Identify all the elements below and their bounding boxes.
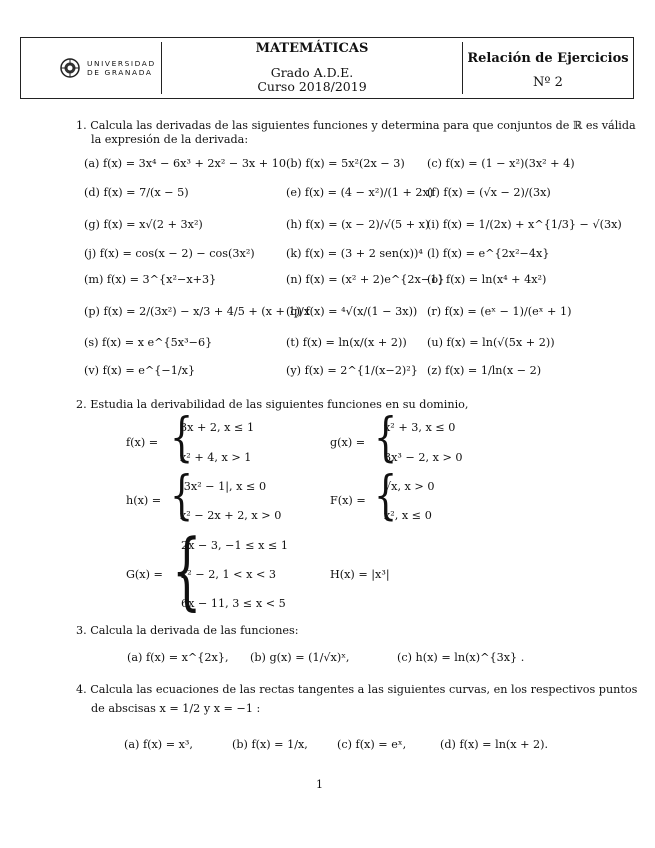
header-box [20, 37, 634, 99]
exercise-1s: (s) f(x) = x e^{5x³−6} [84, 336, 213, 349]
granada-crest-icon [59, 57, 81, 79]
piecewise-g-case2: 3x³ − 2, x > 0 [384, 451, 463, 464]
function-H: H(x) = |x³| [330, 568, 390, 581]
exercise-3b: (b) g(x) = (1/√x)ˣ, [250, 651, 350, 664]
exercise-3c: (c) h(x) = ln(x)^{3x} . [397, 651, 525, 664]
exercise-1y: (y) f(x) = 2^{1/(x−2)²} [286, 364, 418, 377]
exercise-4a: (a) f(x) = x³, [124, 738, 193, 751]
exercise-1i: (i) f(x) = 1/(2x) + x^{1/3} − √(3x) [427, 218, 622, 231]
university-name-line2: DE GRANADA [87, 68, 153, 77]
exercise-1d: (d) f(x) = 7/(x − 5) [84, 186, 189, 199]
piecewise-f-case1: 3x + 2, x ≤ 1 [180, 421, 255, 434]
piecewise-g-brace: { [373, 408, 398, 468]
exercise-1b: (b) f(x) = 5x²(2x − 3) [286, 157, 405, 170]
exercise-1c: (c) f(x) = (1 − x²)(3x² + 4) [427, 157, 575, 170]
piecewise-h-name: h(x) = [126, 494, 162, 507]
exercise-1j: (j) f(x) = cos(x − 2) − cos(3x²) [84, 247, 255, 260]
problem-1-statement: 1. Calcula las derivadas de las siguientes funciones y determina para que conjuntos de ℝ es válida [76, 119, 636, 132]
exercise-1f: (f) f(x) = (√x − 2)/(3x) [427, 186, 551, 199]
university-name-line1: UNIVERSIDAD [87, 59, 156, 68]
piecewise-h-brace: { [169, 466, 194, 526]
subject-title: MATEMÁTICAS [255, 41, 369, 56]
problem-4-statement-cont: de abscisas x = 1/2 y x = −1 : [91, 702, 261, 715]
exercise-1p: (p) f(x) = 2/(3x²) − x/3 + 4/5 + (x + 1)/x [84, 305, 311, 318]
exercise-1m: (m) f(x) = 3^{x²−x+3} [84, 273, 217, 286]
exercise-1n: (n) f(x) = (x² + 2)e^{2x−1} [286, 273, 445, 286]
problem-1-statement-cont: la expresión de la derivada: [91, 133, 249, 146]
degree-label: Grado A.D.E. [270, 65, 354, 80]
piecewise-G-brace: { [172, 521, 202, 619]
exercise-1k: (k) f(x) = (3 + 2 sen(x))⁴ [286, 247, 423, 260]
exercise-1t: (t) f(x) = ln(x/(x + 2)) [286, 336, 407, 349]
piecewise-G-case3: 6x − 11, 3 ≤ x < 5 [181, 597, 286, 610]
exercise-1o: (o) f(x) = ln(x⁴ + 4x²) [427, 273, 547, 286]
piecewise-g-name: g(x) = [330, 436, 366, 449]
piecewise-G-case1: 2x − 3, −1 ≤ x ≤ 1 [181, 539, 289, 552]
piecewise-f-brace: { [169, 408, 194, 468]
exercise-1g: (g) f(x) = x√(2 + 3x²) [84, 218, 203, 231]
piecewise-G-case2: x² − 2, 1 < x < 3 [181, 568, 277, 581]
exercise-1r: (r) f(x) = (eˣ − 1)/(eˣ + 1) [427, 305, 572, 318]
piecewise-F-brace: { [373, 466, 398, 526]
exercise-1l: (l) f(x) = e^{2x²−4x} [427, 247, 550, 260]
problem-3-statement: 3. Calcula la derivada de las funciones: [76, 624, 299, 637]
piecewise-f-name: f(x) = [126, 436, 159, 449]
piecewise-h-case2: x² − 2x + 2, x > 0 [180, 509, 282, 522]
problem-4-statement: 4. Calcula las ecuaciones de las rectas tangentes a las siguientes curvas, en los respectivos puntos [76, 683, 638, 696]
piecewise-g-case1: x² + 3, x ≤ 0 [384, 421, 456, 434]
exercise-1u: (u) f(x) = ln(√(5x + 2)) [427, 336, 555, 349]
header-right [463, 38, 633, 98]
piecewise-f-case2: x² + 4, x > 1 [180, 451, 252, 464]
exercise-1a: (a) f(x) = 3x⁴ − 6x³ + 2x² − 3x + 10 [84, 157, 286, 170]
exercise-1v: (v) f(x) = e^{−1/x} [84, 364, 196, 377]
exercise-1q: (q) f(x) = ⁴√(x/(1 − 3x)) [286, 305, 418, 318]
sheet-number: Nº 2 [533, 75, 563, 90]
exercise-1e: (e) f(x) = (4 − x²)/(1 + 2x) [286, 186, 434, 199]
page-number: 1 [316, 778, 323, 791]
problem-2-statement: 2. Estudia la derivabilidad de las siguientes funciones en su dominio, [76, 398, 469, 411]
exercise-4c: (c) f(x) = eˣ, [337, 738, 407, 751]
piecewise-F-case1: √x, x > 0 [384, 480, 435, 493]
piecewise-h-case1: |3x² − 1|, x ≤ 0 [180, 480, 267, 493]
piecewise-F-name: F(x) = [330, 494, 366, 507]
course-label: Curso 2018/2019 [257, 79, 367, 94]
sheet-title: Relación de Ejercicios [467, 51, 629, 66]
exercise-4d: (d) f(x) = ln(x + 2). [440, 738, 549, 751]
exercise-4b: (b) f(x) = 1/x, [232, 738, 308, 751]
piecewise-G-name: G(x) = [126, 568, 163, 581]
exercise-1h: (h) f(x) = (x − 2)/√(5 + x) [286, 218, 430, 231]
exercise-1z: (z) f(x) = 1/ln(x − 2) [427, 364, 542, 377]
header-center [161, 42, 463, 94]
piecewise-F-case2: x², x ≤ 0 [384, 509, 432, 522]
exercise-3a: (a) f(x) = x^{2x}, [127, 651, 229, 664]
university-logo [21, 38, 161, 98]
